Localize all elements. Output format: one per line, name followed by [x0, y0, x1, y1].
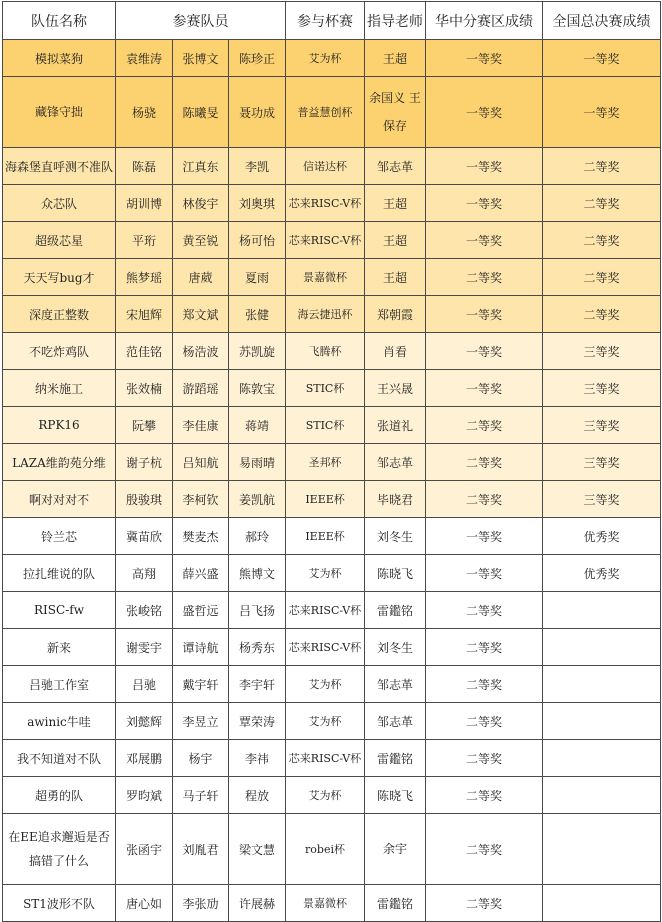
header-row	[3, 2, 661, 40]
regional-result-cell: 二等奖	[426, 885, 543, 922]
member-3-cell: 许展赫	[229, 885, 286, 922]
member-1-cell: 谢子杭	[116, 444, 173, 481]
regional-result-cell: 二等奖	[426, 592, 543, 629]
national-result-cell	[543, 885, 661, 922]
table-row	[3, 77, 661, 148]
cup-cell: robei杯	[286, 814, 365, 885]
advisor-cell: 陈晓飞	[365, 777, 426, 814]
team-name-cell: 深度正整数	[3, 296, 116, 333]
team-name-cell: 啊对对对不	[3, 481, 116, 518]
national-result-cell	[543, 592, 661, 629]
member-3-cell: 覃荣涛	[229, 703, 286, 740]
member-2-cell: 游蹈瑶	[173, 370, 229, 407]
regional-result-cell: 一等奖	[426, 518, 543, 555]
cup-cell: 艾为杯	[286, 40, 365, 77]
team-name-cell: 超勇的队	[3, 777, 116, 814]
advisor-cell: 刘冬生	[365, 518, 426, 555]
advisor-cell: 雷鑑铭	[365, 592, 426, 629]
regional-result-cell: 一等奖	[426, 148, 543, 185]
table-row	[3, 40, 661, 77]
member-1-cell: 罗昀斌	[116, 777, 173, 814]
advisor-cell: 王超	[365, 185, 426, 222]
member-2-cell: 杨宇	[173, 740, 229, 777]
member-1-cell: 陈磊	[116, 148, 173, 185]
national-result-cell	[543, 629, 661, 666]
member-3-cell: 陈珍正	[229, 40, 286, 77]
advisor-cell: 雷鑑铭	[365, 740, 426, 777]
member-3-cell: 聂功成	[229, 77, 286, 148]
header-national-result: 全国总决赛成绩	[543, 2, 661, 40]
member-3-cell: 郝玲	[229, 518, 286, 555]
member-1-cell: 唐心如	[116, 885, 173, 922]
regional-result-cell: 一等奖	[426, 77, 543, 148]
member-3-cell: 姜凯航	[229, 481, 286, 518]
regional-result-cell: 一等奖	[426, 185, 543, 222]
table-row	[3, 740, 661, 777]
national-result-cell: 三等奖	[543, 481, 661, 518]
team-name-cell: awinic牛哇	[3, 703, 116, 740]
table-row	[3, 592, 661, 629]
national-result-cell	[543, 666, 661, 703]
cup-cell: 芯来RISC-V杯	[286, 629, 365, 666]
member-2-cell: 李张劢	[173, 885, 229, 922]
table-row	[3, 814, 661, 885]
cup-cell: IEEE杯	[286, 518, 365, 555]
member-1-cell: 刘懿辉	[116, 703, 173, 740]
cup-cell: 艾为杯	[286, 555, 365, 592]
regional-result-cell: 一等奖	[426, 40, 543, 77]
regional-result-cell: 二等奖	[426, 814, 543, 885]
cup-cell: 景嘉微杯	[286, 259, 365, 296]
team-name-cell: 我不知道对不队	[3, 740, 116, 777]
member-2-cell: 张博文	[173, 40, 229, 77]
member-1-cell: 胡训博	[116, 185, 173, 222]
member-1-cell: 邓展鹏	[116, 740, 173, 777]
member-2-cell: 樊麦杰	[173, 518, 229, 555]
regional-result-cell: 二等奖	[426, 666, 543, 703]
member-1-cell: 张峻铭	[116, 592, 173, 629]
regional-result-cell: 二等奖	[426, 777, 543, 814]
advisor-cell: 雷鑑铭	[365, 885, 426, 922]
table-row	[3, 370, 661, 407]
member-1-cell: 宋旭辉	[116, 296, 173, 333]
table-row	[3, 777, 661, 814]
table-row	[3, 222, 661, 259]
team-name-cell: 新来	[3, 629, 116, 666]
table-row	[3, 259, 661, 296]
national-result-cell: 优秀奖	[543, 518, 661, 555]
member-1-cell: 杨骁	[116, 77, 173, 148]
member-3-cell: 程放	[229, 777, 286, 814]
team-name-cell: LAZA维韵苑分维	[3, 444, 116, 481]
member-3-cell: 梁文慧	[229, 814, 286, 885]
member-2-cell: 唐葳	[173, 259, 229, 296]
member-1-cell: 范佳铭	[116, 333, 173, 370]
member-2-cell: 谭诗航	[173, 629, 229, 666]
member-3-cell: 吕飞扬	[229, 592, 286, 629]
advisor-cell: 陈晓飞	[365, 555, 426, 592]
advisor-cell: 邹志革	[365, 444, 426, 481]
team-name-cell: RISC-fw	[3, 592, 116, 629]
team-name-cell: 纳米施工	[3, 370, 116, 407]
advisor-cell: 王兴晟	[365, 370, 426, 407]
cup-cell: STIC杯	[286, 370, 365, 407]
national-result-cell: 二等奖	[543, 185, 661, 222]
member-3-cell: 李祎	[229, 740, 286, 777]
advisor-cell: 邹志革	[365, 703, 426, 740]
cup-cell: 景嘉微杯	[286, 885, 365, 922]
national-result-cell	[543, 777, 661, 814]
member-2-cell: 吕知航	[173, 444, 229, 481]
cup-cell: 普益慧创杯	[286, 77, 365, 148]
member-2-cell: 郑文斌	[173, 296, 229, 333]
national-result-cell: 二等奖	[543, 296, 661, 333]
regional-result-cell: 二等奖	[426, 629, 543, 666]
member-1-cell: 高翔	[116, 555, 173, 592]
national-result-cell: 一等奖	[543, 77, 661, 148]
member-1-cell: 平珩	[116, 222, 173, 259]
member-3-cell: 杨秀东	[229, 629, 286, 666]
advisor-cell: 邹志革	[365, 666, 426, 703]
advisor-cell: 邹志革	[365, 148, 426, 185]
cup-cell: 圣邦杯	[286, 444, 365, 481]
member-2-cell: 李佳康	[173, 407, 229, 444]
regional-result-cell: 二等奖	[426, 481, 543, 518]
table-row	[3, 148, 661, 185]
header-team-name: 队伍名称	[3, 2, 116, 40]
table-row	[3, 333, 661, 370]
cup-cell: 艾为杯	[286, 666, 365, 703]
regional-result-cell: 二等奖	[426, 740, 543, 777]
table-row	[3, 444, 661, 481]
member-3-cell: 蒋靖	[229, 407, 286, 444]
advisor-cell: 余宇	[365, 814, 426, 885]
member-3-cell: 陈敦宝	[229, 370, 286, 407]
member-1-cell: 阮攀	[116, 407, 173, 444]
team-name-cell: 拉扎维说的队	[3, 555, 116, 592]
cup-cell: 信诺达杯	[286, 148, 365, 185]
header-regional-result: 华中分赛区成绩	[426, 2, 543, 40]
member-3-cell: 张健	[229, 296, 286, 333]
member-2-cell: 杨浩波	[173, 333, 229, 370]
member-2-cell: 陈曦旻	[173, 77, 229, 148]
header-advisor: 指导老师	[365, 2, 426, 40]
national-result-cell	[543, 740, 661, 777]
regional-result-cell: 二等奖	[426, 259, 543, 296]
cup-cell: 艾为杯	[286, 777, 365, 814]
member-3-cell: 易雨晴	[229, 444, 286, 481]
member-3-cell: 熊博文	[229, 555, 286, 592]
team-name-cell: 在EE追求邂逅是否搞错了什么	[3, 814, 116, 885]
regional-result-cell: 一等奖	[426, 333, 543, 370]
member-2-cell: 薛兴盛	[173, 555, 229, 592]
table-row	[3, 481, 661, 518]
table-row	[3, 185, 661, 222]
table-row	[3, 555, 661, 592]
member-2-cell: 盛哲远	[173, 592, 229, 629]
national-result-cell: 三等奖	[543, 370, 661, 407]
table-row	[3, 703, 661, 740]
member-3-cell: 夏雨	[229, 259, 286, 296]
national-result-cell	[543, 703, 661, 740]
national-result-cell: 三等奖	[543, 333, 661, 370]
cup-cell: 芯来RISC-V杯	[286, 740, 365, 777]
member-2-cell: 李昱立	[173, 703, 229, 740]
member-1-cell: 张效楠	[116, 370, 173, 407]
cup-cell: 飞腾杯	[286, 333, 365, 370]
member-1-cell: 吕驰	[116, 666, 173, 703]
member-2-cell: 林俊宇	[173, 185, 229, 222]
advisor-cell: 余国义 王保存	[365, 77, 426, 148]
regional-result-cell: 一等奖	[426, 370, 543, 407]
member-3-cell: 苏凯旋	[229, 333, 286, 370]
cup-cell: 艾为杯	[286, 703, 365, 740]
member-1-cell: 袁维涛	[116, 40, 173, 77]
team-name-cell: 天天写bug才	[3, 259, 116, 296]
table-body	[3, 40, 661, 922]
advisor-cell: 毕晓君	[365, 481, 426, 518]
cup-cell: STIC杯	[286, 407, 365, 444]
national-result-cell: 二等奖	[543, 222, 661, 259]
member-1-cell: 冀苗欣	[116, 518, 173, 555]
member-1-cell: 谢雯宇	[116, 629, 173, 666]
table-row	[3, 296, 661, 333]
member-2-cell: 刘胤君	[173, 814, 229, 885]
table-row	[3, 666, 661, 703]
member-3-cell: 李宇轩	[229, 666, 286, 703]
member-1-cell: 殷骏琪	[116, 481, 173, 518]
member-3-cell: 李凯	[229, 148, 286, 185]
table-row	[3, 885, 661, 922]
team-name-cell: 众芯队	[3, 185, 116, 222]
national-result-cell: 优秀奖	[543, 555, 661, 592]
table-row	[3, 518, 661, 555]
regional-result-cell: 一等奖	[426, 222, 543, 259]
national-result-cell	[543, 814, 661, 885]
team-name-cell: 海森堡直呼测不准队	[3, 148, 116, 185]
team-name-cell: 铃兰芯	[3, 518, 116, 555]
team-name-cell: 不吃炸鸡队	[3, 333, 116, 370]
team-name-cell: 藏锋守拙	[3, 77, 116, 148]
member-2-cell: 李柯钦	[173, 481, 229, 518]
team-name-cell: RPK16	[3, 407, 116, 444]
advisor-cell: 刘冬生	[365, 629, 426, 666]
advisor-cell: 张道礼	[365, 407, 426, 444]
regional-result-cell: 一等奖	[426, 296, 543, 333]
member-2-cell: 黄至锐	[173, 222, 229, 259]
team-name-cell: ST1波形不队	[3, 885, 116, 922]
member-3-cell: 刘奥琪	[229, 185, 286, 222]
member-2-cell: 马子轩	[173, 777, 229, 814]
national-result-cell: 二等奖	[543, 259, 661, 296]
national-result-cell: 一等奖	[543, 40, 661, 77]
member-2-cell: 江真东	[173, 148, 229, 185]
advisor-cell: 王超	[365, 259, 426, 296]
member-1-cell: 熊梦瑶	[116, 259, 173, 296]
cup-cell: 芯来RISC-V杯	[286, 185, 365, 222]
cup-cell: 芯来RISC-V杯	[286, 592, 365, 629]
header-members: 参赛队员	[116, 2, 286, 40]
national-result-cell: 三等奖	[543, 444, 661, 481]
awards-table	[2, 1, 661, 922]
member-3-cell: 杨可怡	[229, 222, 286, 259]
member-2-cell: 戴宇轩	[173, 666, 229, 703]
team-name-cell: 吕驰工作室	[3, 666, 116, 703]
advisor-cell: 肖看	[365, 333, 426, 370]
regional-result-cell: 二等奖	[426, 444, 543, 481]
table-row	[3, 407, 661, 444]
cup-cell: 芯来RISC-V杯	[286, 222, 365, 259]
regional-result-cell: 二等奖	[426, 703, 543, 740]
team-name-cell: 模拟菜狗	[3, 40, 116, 77]
team-name-cell: 超级芯星	[3, 222, 116, 259]
national-result-cell: 三等奖	[543, 407, 661, 444]
cup-cell: 海云捷迅杯	[286, 296, 365, 333]
advisor-cell: 郑朝霞	[365, 296, 426, 333]
advisor-cell: 王超	[365, 40, 426, 77]
advisor-cell: 王超	[365, 222, 426, 259]
table-row	[3, 629, 661, 666]
header-cup: 参与杯赛	[286, 2, 365, 40]
member-1-cell: 张函宇	[116, 814, 173, 885]
regional-result-cell: 一等奖	[426, 555, 543, 592]
regional-result-cell: 二等奖	[426, 407, 543, 444]
cup-cell: IEEE杯	[286, 481, 365, 518]
national-result-cell: 二等奖	[543, 148, 661, 185]
